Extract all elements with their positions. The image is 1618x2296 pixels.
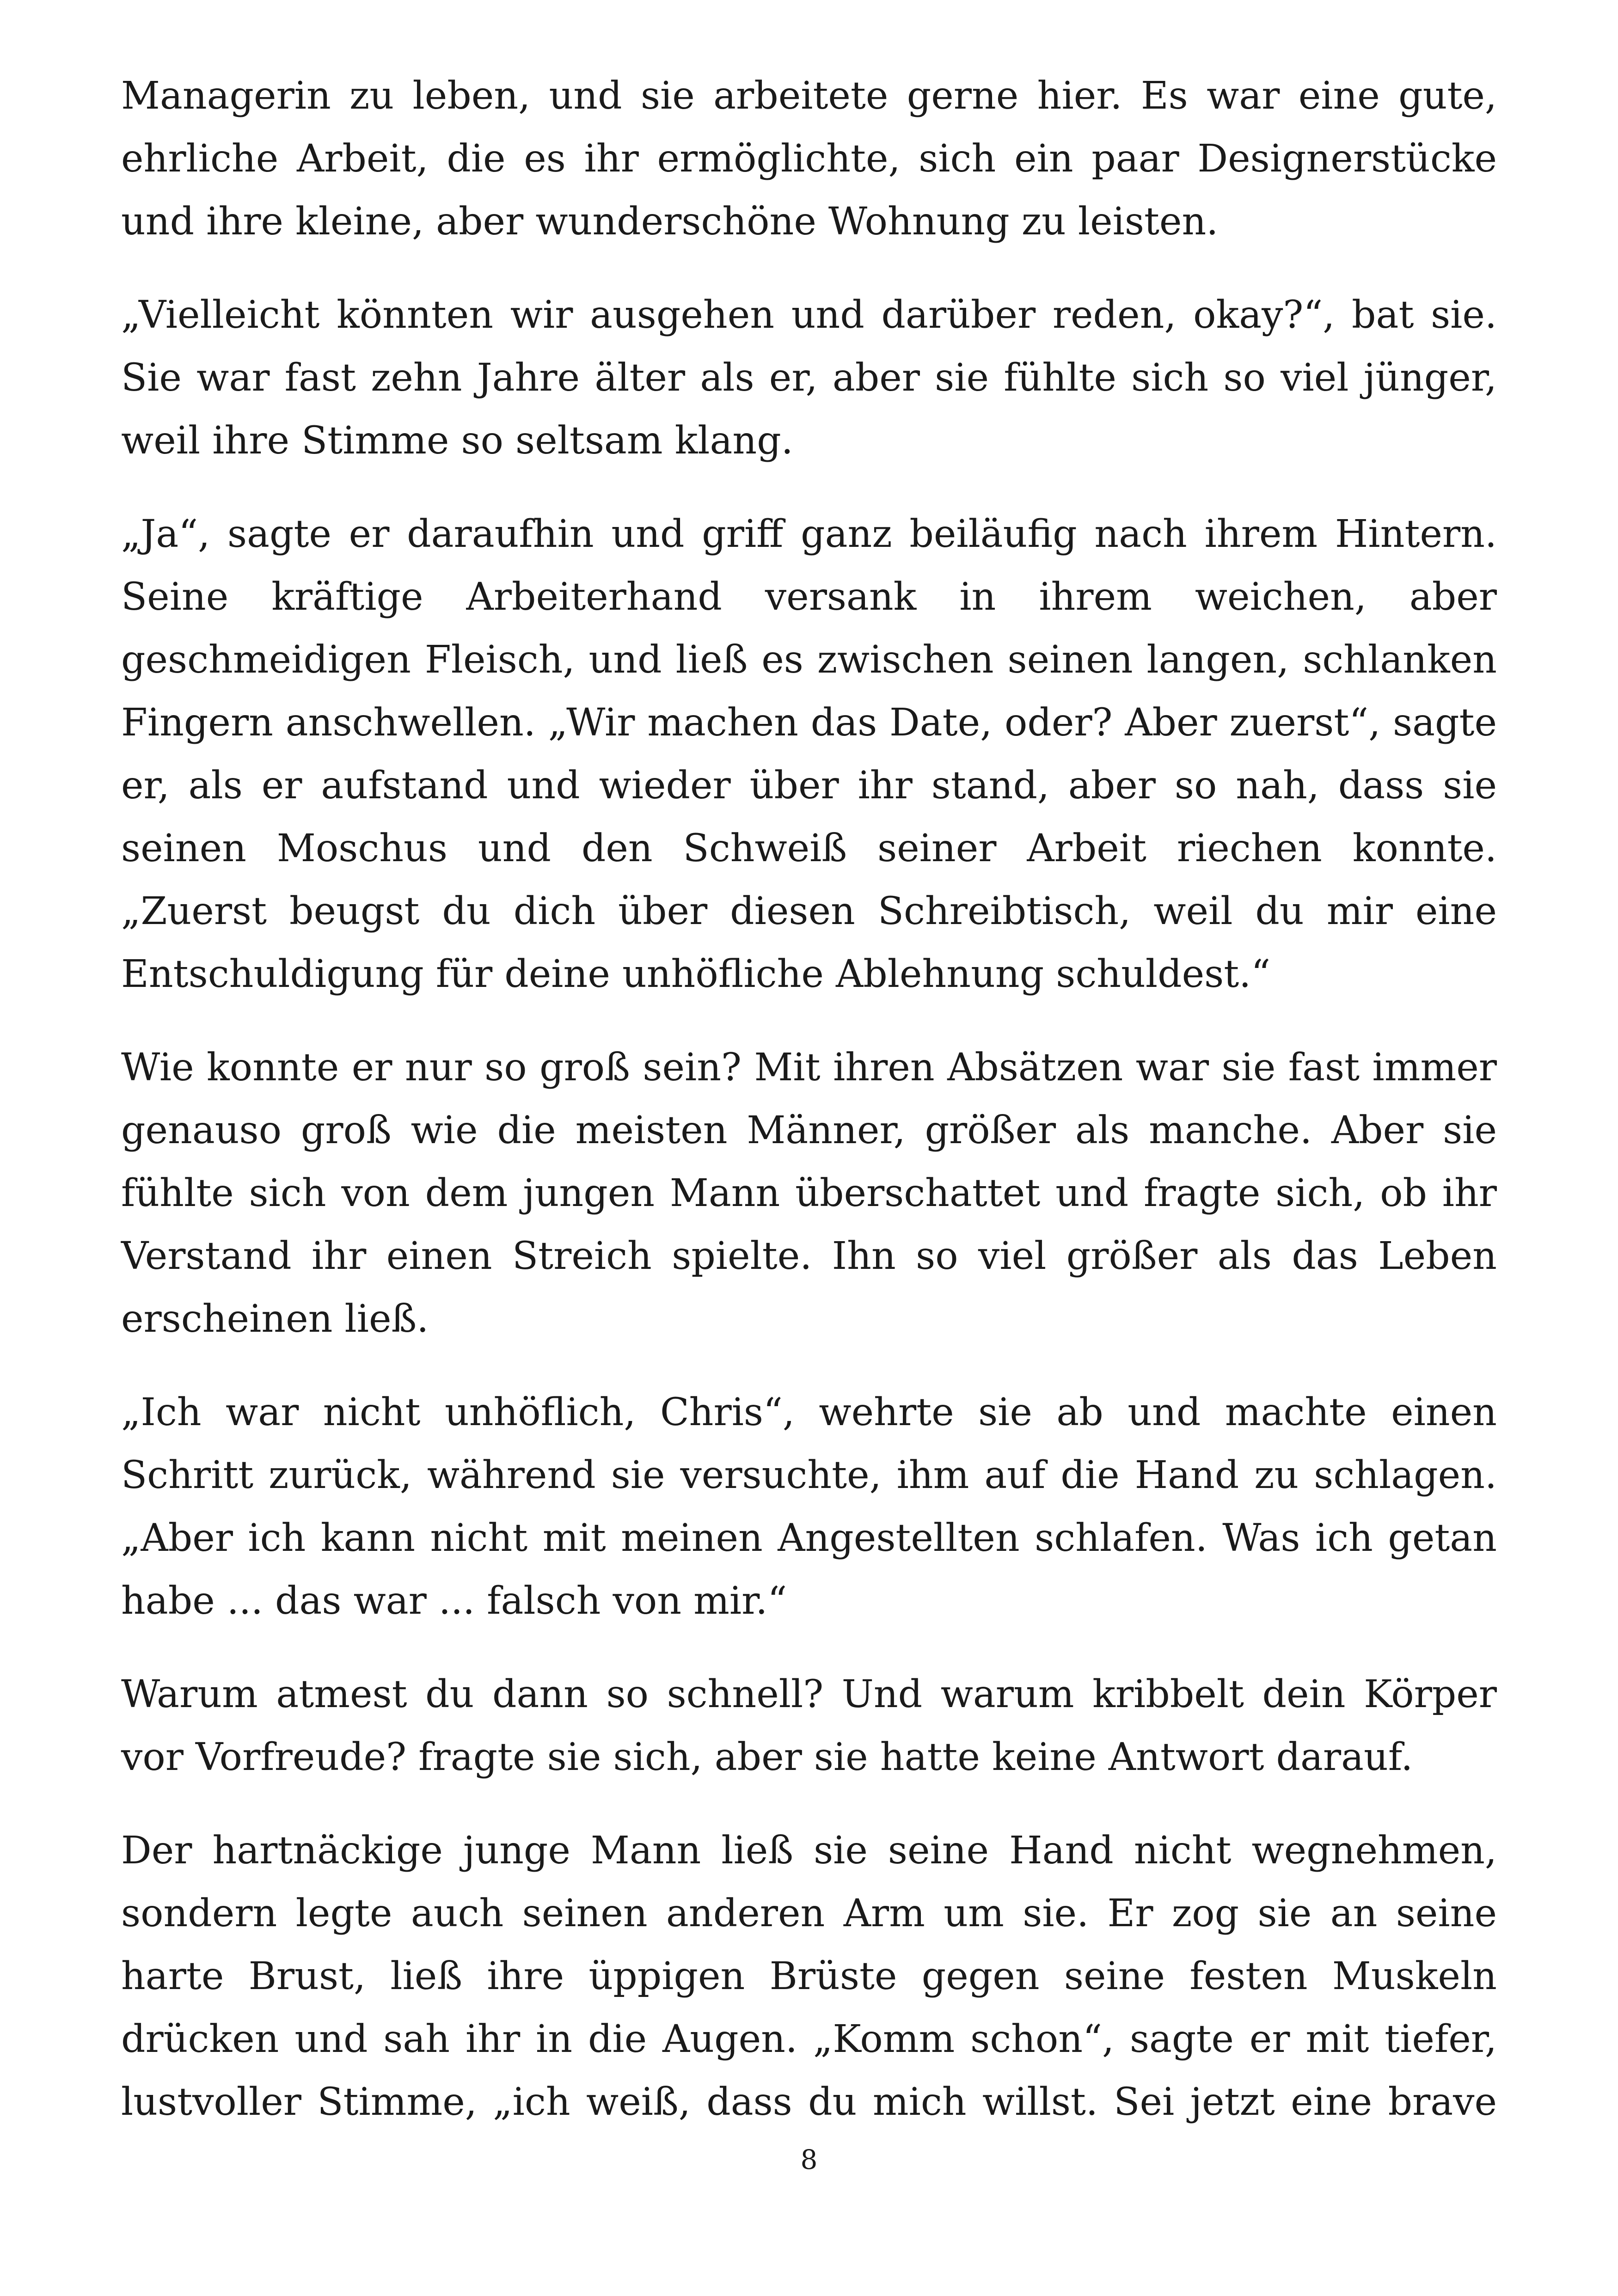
paragraph-2: „Vielleicht könnten wir ausgehen und darüber reden, okay?“, bat sie. Sie war fast zehn Jahre älter als er, aber sie fühlte sich so viel jünger, weil ihre Stimme so seltsam klang. (121, 293, 1497, 463)
paragraph-7: Der hartnäckige junge Mann ließ sie seine Hand nicht wegnehmen, sondern legte auch seinen anderen Arm um sie. Er zog sie an seine harte Brust, ließ ihre üppigen Brüste gegen seine festen Muskeln drücken und sah ihr in die Augen. „Komm schon“, sagte er mit tiefer, lustvoller Stimme, „ich weiß, dass du mich willst. Sei jetzt eine brave (121, 1829, 1497, 2124)
paragraph-5: „Ich war nicht unhöflich, Chris“, wehrte sie ab und machte einen Schritt zurück, während sie versuchte, ihm auf die Hand zu schlagen. „Aber ich kann nicht mit meinen Angestellten schlafen. Was ich getan habe ... das war ... falsch von mir.“ (121, 1390, 1497, 1623)
paragraph-1: Managerin zu leben, und sie arbeitete gerne hier. Es war eine gute, ehrliche Arbeit, die es ihr ermöglichte, sich ein paar Designerstücke und ihre kleine, aber wunderschöne Wohnung zu leisten. (121, 74, 1497, 244)
paragraph-4: Wie konnte er nur so groß sein? Mit ihren Absätzen war sie fast immer genauso groß wie die meisten Männer, größer als manche. Aber sie fühlte sich von dem jungen Mann überschattet und fragte sich, ob ihr Verstand ihr einen Streich spielte. Ihn so viel größer als das Leben erscheinen ließ. (121, 1046, 1497, 1341)
paragraph-6: Warum atmest du dann so schnell? Und warum kribbelt dein Körper vor Vorfreude? fragte sie sich, aber sie hatte keine Antwort darauf. (121, 1672, 1497, 1779)
body-text (121, 65, 1497, 2134)
paragraph-3: „Ja“, sagte er daraufhin und griff ganz beiläufig nach ihrem Hintern. Seine kräftige Arbeiterhand versank in ihrem weichen, aber geschmeidigen Fleisch, und ließ es zwischen seinen langen, schlanken Fingern anschwellen. „Wir machen das Date, oder? Aber zuerst“, sagte er, als er aufstand und wieder über ihr stand, aber so nah, dass sie seinen Moschus und den Schweiß seiner Arbeit riechen konnte. „Zuerst beugst du dich über diesen Schreibtisch, weil du mir eine Entschuldigung für deine unhöfliche Ablehnung schuldest.“ (121, 512, 1497, 996)
page-number: 8 (800, 2144, 818, 2175)
